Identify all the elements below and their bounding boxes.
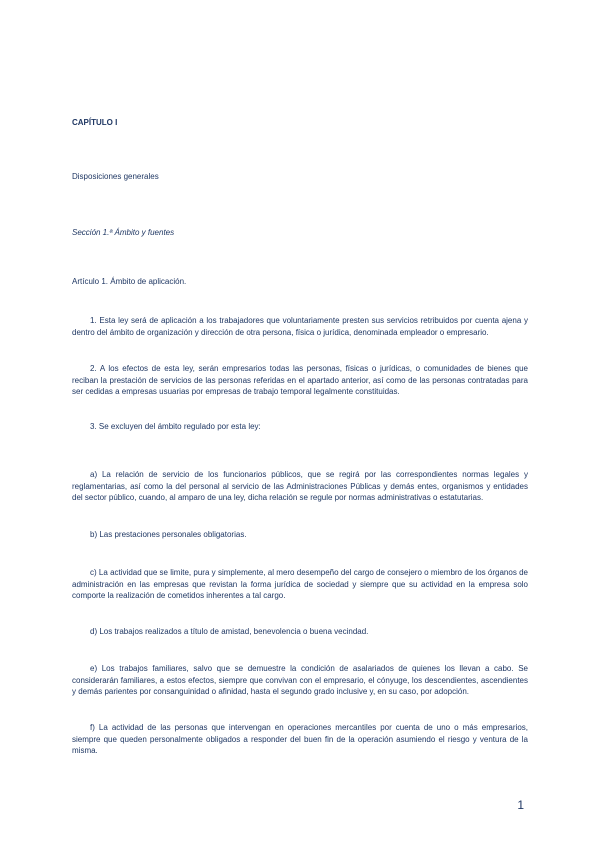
section-heading: Sección 1.ª Ámbito y fuentes — [72, 228, 175, 237]
exclusion-e: e) Los trabajos familiares, salvo que se demuestre la condición de asalariados de quienes los llevan a cabo. Se considerarán familiares, a estos efectos, siempre que convivan con el empresario, el cónyuge, los descendientes, ascendientes y demás parientes por consanguinidad o afinidad, hasta el segundo grado inclusive y, en su caso, por adopción. — [72, 664, 528, 696]
exclusion-a: a) La relación de servicio de los funcionarios públicos, que se regirá por las correspondientes normas legales y reglamentarias, así como la del personal al servicio de las Administraciones Públicas y demás entes, organismos y entidades del sector público, cuando, al amparo de una ley, dicha relación se regule por normas administrativas o estatutarias. — [72, 470, 528, 502]
paragraph-2: 2. A los efectos de esta ley, serán empresarios todas las personas, físicas o jurídicas, o comunidades de bienes que reciban la prestación de servicios de las personas referidas en el apartado anterior, así como de las personas contratadas para ser cedidas a empresas usuarias por empresas de trabajo temporal legalmente constituidas. — [72, 364, 528, 396]
chapter-heading: CAPÍTULO I — [72, 118, 118, 127]
paragraph-3: 3. Se excluyen del ámbito regulado por esta ley: — [90, 422, 261, 431]
paragraph-1: 1. Esta ley será de aplicación a los trabajadores que voluntariamente presten sus servicios retribuidos por cuenta ajena y dentro del ámbito de organización y dirección de otra persona, física o jurídica, denominada empleador o empresario. — [72, 316, 528, 337]
exclusion-d: d) Los trabajos realizados a título de amistad, benevolencia o buena vecindad. — [90, 627, 369, 636]
article-heading: Artículo 1. Ámbito de aplicación. — [72, 277, 187, 286]
exclusion-f: f) La actividad de las personas que intervengan en operaciones mercantiles por cuenta de uno o más empresarios, siempre que queden personalmente obligados a responder del buen fin de la operación asumiendo el riesgo y ventura de la misma. — [72, 723, 528, 755]
exclusion-c: c) La actividad que se limite, pura y simplemente, al mero desempeño del cargo de consejero o miembro de los órganos de administración en las empresas que revistan la forma jurídica de sociedad y siempre que su actividad en la empresa solo comporte la realización de cometidos inherentes a tal cargo. — [72, 568, 528, 600]
exclusion-b: b) Las prestaciones personales obligatorias. — [90, 530, 247, 539]
page-number: 1 — [517, 798, 524, 812]
chapter-title: Disposiciones generales — [72, 172, 159, 181]
